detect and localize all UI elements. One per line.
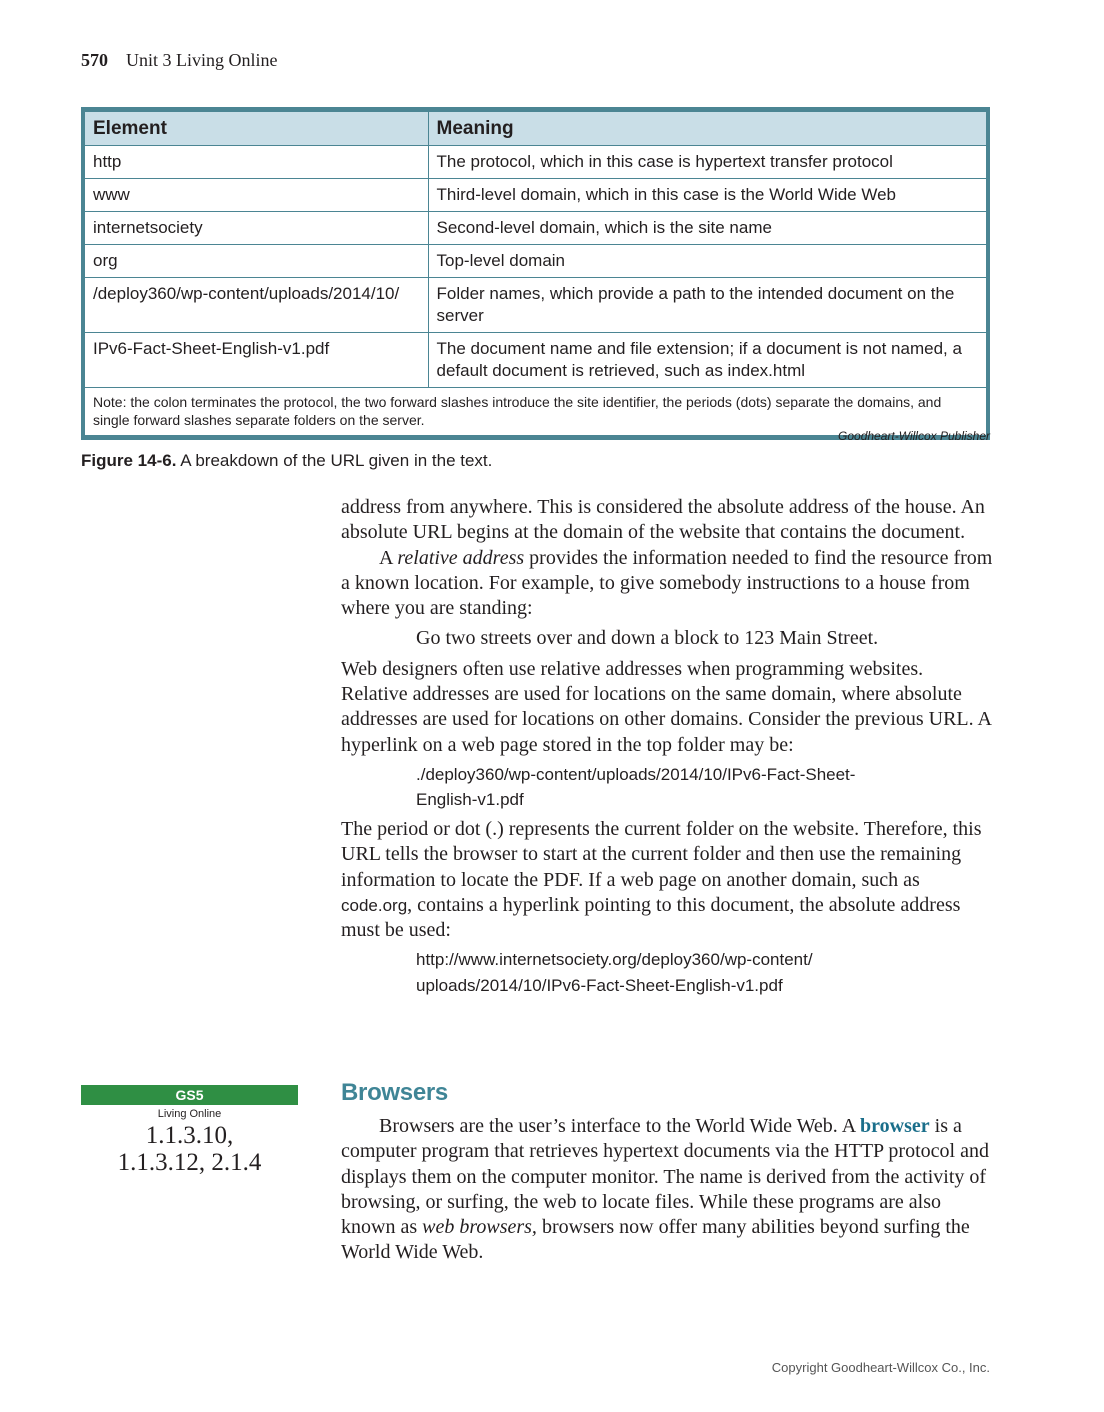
- meaning-cell: The protocol, which in this case is hypertext transfer protocol: [428, 146, 986, 179]
- gs5-standards-sidebar: [81, 1085, 298, 1176]
- image-credit: Goodheart-Willcox Publisher: [838, 429, 990, 443]
- text-run: browsers now offer many abilities beyond surfing the World Wide Web.: [341, 1216, 970, 1264]
- meaning-cell: Third-level domain, which in this case is the World Wide Web: [428, 179, 986, 212]
- table-header-row: [85, 112, 986, 146]
- gs5-subtitle: Living Online: [157, 1108, 222, 1120]
- text-run: A: [379, 546, 398, 569]
- table-row: [85, 245, 986, 278]
- table-row: [85, 146, 986, 179]
- element-cell: IPv6-Fact-Sheet-English-v1.pdf: [85, 333, 428, 388]
- example-quote: Go two streets over and down a block to 123 Main Street.: [416, 627, 879, 650]
- section-heading: Browsers: [341, 1079, 448, 1106]
- italic-term: relative address: [397, 546, 525, 569]
- element-cell: www: [85, 179, 428, 212]
- paragraph: Web designers often use relative addresses when programming websites. Relative addresses are used for locations on the same domain, where absolute addresses are used for locations on other domains. Consider the previous URL. A hyperlink on a web page stored in the top folder may be:: [341, 657, 991, 756]
- text-run: The period or dot (.) represents the current folder on the website. Therefore, this URL tells the browser to start at the current folder and then use the remaining information to locate the PDF. If a web page on another domain, such as: [341, 817, 982, 891]
- text-run: Browsers are the user’s interface to the World Wide Web. A: [379, 1115, 861, 1137]
- element-cell: /deploy360/wp-content/uploads/2014/10/: [85, 278, 428, 333]
- paragraph: address from anywhere. This is considered the absolute address of the house. An absolute URL begins at the domain of the website that contains the document.: [341, 496, 985, 544]
- paragraph: [341, 546, 993, 622]
- gs5-badge: GS5: [81, 1085, 298, 1105]
- unit-title: Unit 3 Living Online: [126, 50, 278, 70]
- key-term: browser: [860, 1115, 930, 1137]
- body-text-column: [341, 495, 993, 998]
- table-row: [85, 278, 986, 333]
- table-row: [85, 179, 986, 212]
- element-cell: internetsociety: [85, 212, 428, 245]
- running-head: [81, 50, 278, 71]
- code-line: uploads/2014/10/IPv6-Fact-Sheet-English-v1.pdf: [416, 975, 783, 995]
- url-breakdown-table: [85, 112, 986, 435]
- meaning-cell: Second-level domain, which is the site name: [428, 212, 986, 245]
- gs5-objective-codes: [81, 1122, 298, 1176]
- paragraph: [341, 817, 993, 943]
- column-header-element: Element: [85, 112, 428, 146]
- figure-caption-text: A breakdown of the URL given in the text.: [176, 451, 493, 470]
- code-line: English-v1.pdf: [416, 790, 524, 810]
- code-line: 1.1.3.12, 2.1.4: [117, 1149, 262, 1176]
- absolute-url-code: [341, 947, 993, 998]
- text-run: , contains a hyperlink pointing to this document, the absolute address must be used:: [341, 893, 961, 942]
- url-breakdown-table-frame: [81, 107, 990, 440]
- copyright-footer: Copyright Goodheart-Willcox Co., Inc.: [771, 1360, 990, 1375]
- relative-url-code: [341, 762, 993, 813]
- page-number: 570: [81, 50, 108, 70]
- italic-term: web browsers,: [422, 1216, 537, 1239]
- figure-label: Figure 14-6.: [81, 451, 177, 470]
- table-row: [85, 212, 986, 245]
- meaning-cell: Top-level domain: [428, 245, 986, 278]
- section-body: [341, 1114, 993, 1266]
- meaning-cell: Folder names, which provide a path to the intended document on the server: [428, 278, 986, 333]
- meaning-cell: The document name and file extension; if a document is not named, a default document is retrieved, such as index.html: [428, 333, 986, 388]
- element-cell: http: [85, 146, 428, 179]
- element-cell: org: [85, 245, 428, 278]
- table-note: Note: the colon terminates the protocol, the two forward slashes introduce the site identifier, the periods (dots) separate the domains, and single forward slashes separate folders on the server.: [93, 394, 942, 428]
- column-header-meaning: Meaning: [428, 112, 986, 146]
- code-line: 1.1.3.10,: [145, 1122, 234, 1149]
- code-line: http://www.internetsociety.org/deploy360/wp-content/: [416, 950, 813, 970]
- paragraph: [341, 1114, 993, 1266]
- code-line: ./deploy360/wp-content/uploads/2014/10/IPv6-Fact-Sheet-: [416, 764, 856, 784]
- text-run: provides the information needed to find the resource from a known location. For example, to give somebody instructions to a house from where you are standing:: [341, 546, 993, 620]
- table-note-row: [85, 388, 986, 436]
- figure-caption: [81, 451, 492, 471]
- text-run: is a computer program that retrieves hypertext documents via the HTTP protocol and displays them on the computer monitor. The name is derived from the activity of browsing, or surfing, the web to locate files. While these programs are also known as: [341, 1115, 989, 1239]
- table-row: [85, 333, 986, 388]
- inline-code: code.org: [341, 895, 408, 915]
